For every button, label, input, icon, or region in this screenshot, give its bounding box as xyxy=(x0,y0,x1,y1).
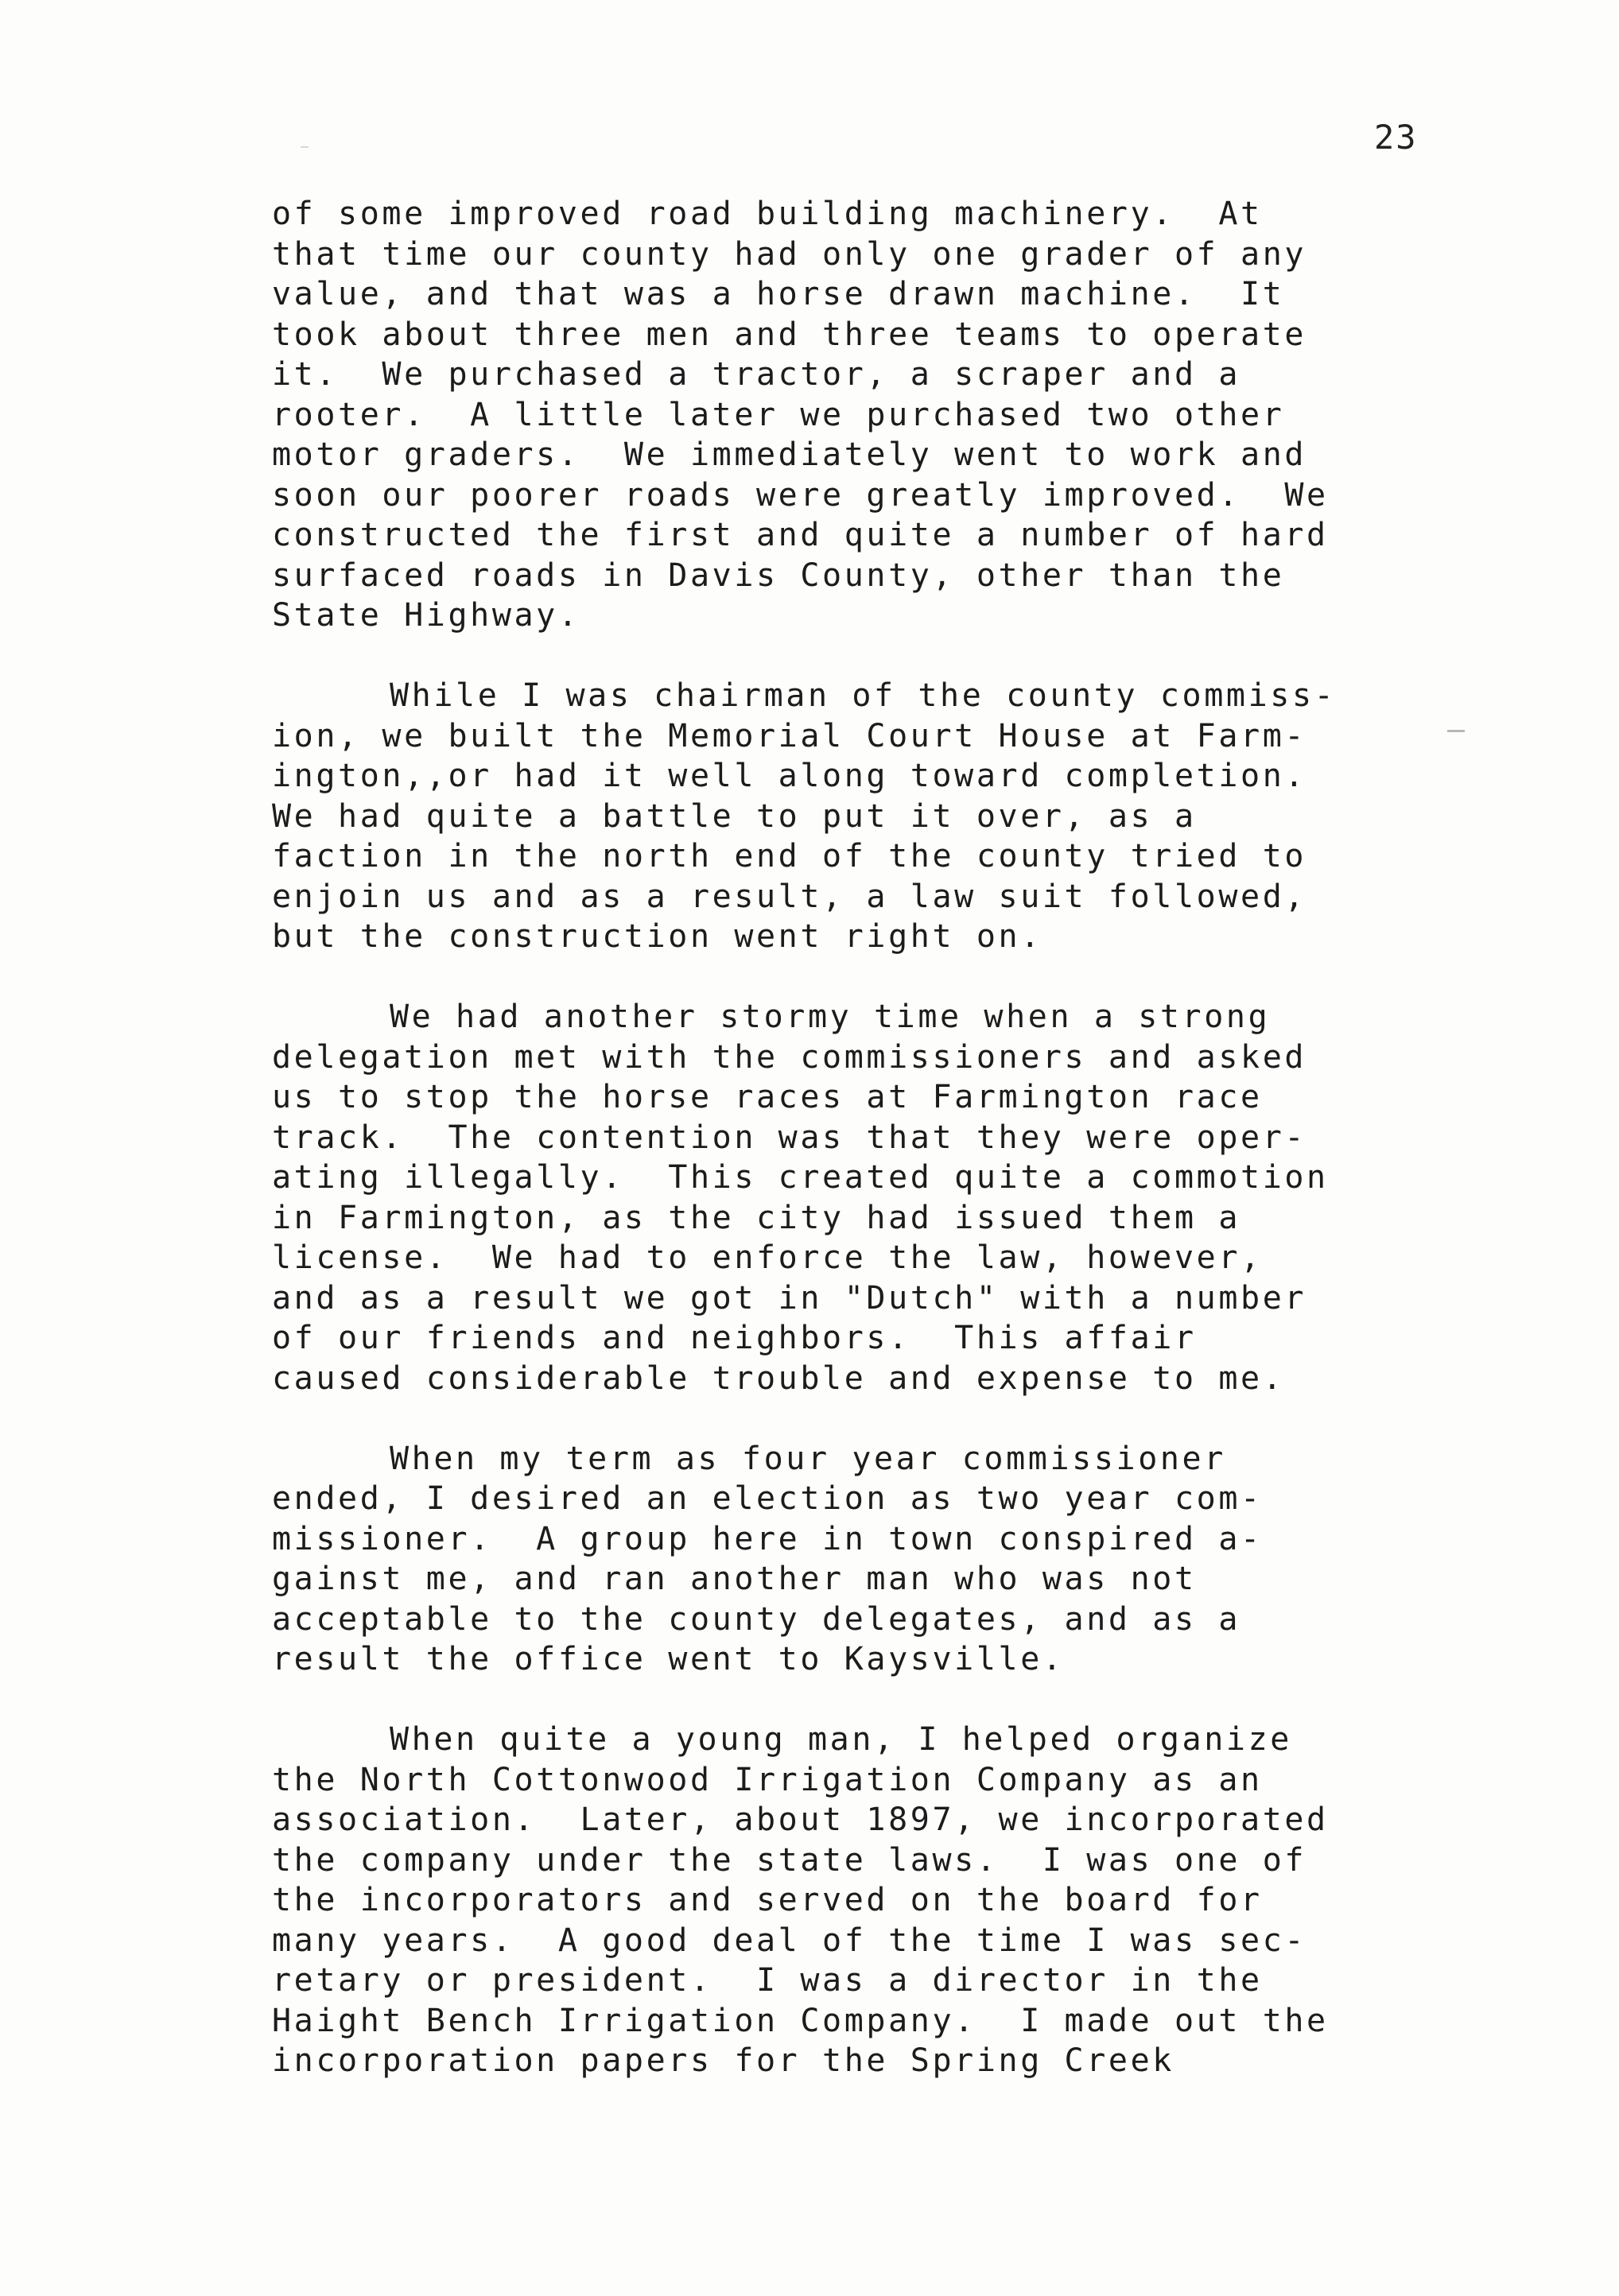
text-line: constructed the first and quite a number of hard xyxy=(272,517,1329,553)
text-line: association. Later, about 1897, we incorporated xyxy=(272,1802,1329,1838)
text-line: that time our county had only one grader of any xyxy=(272,235,1307,273)
text-line: track. The contention was that they were oper- xyxy=(272,1119,1307,1156)
text-line: We had quite a battle to put it over, as a xyxy=(272,797,1197,835)
text-line: us to stop the horse races at Farmington race xyxy=(272,1079,1263,1115)
text-line: the incorporators and served on the board for xyxy=(272,1882,1263,1918)
text-line: ended, I desired an election as two year com- xyxy=(272,1480,1263,1517)
text-line: of some improved road building machinery. At xyxy=(272,196,1263,232)
paragraph-court-house xyxy=(272,676,1512,957)
text-line: rooter. A little later we purchased two other xyxy=(272,396,1285,433)
text-line: of our friends and neighbors. This affair xyxy=(272,1320,1197,1356)
text-line: ating illegally. This created quite a commotion xyxy=(272,1159,1329,1196)
text-line: ion, we built the Memorial Court House at Farm- xyxy=(272,717,1307,754)
paragraph-irrigation-company xyxy=(272,1720,1512,2081)
text-line: enjoin us and as a result, a law suit followed, xyxy=(272,878,1307,915)
text-line: When quite a young man, I helped organize xyxy=(390,1721,1292,1758)
paragraph-horse-races xyxy=(272,997,1512,1398)
page-number: 23 xyxy=(1374,118,1418,157)
text-line: caused considerable trouble and expense to me. xyxy=(272,1359,1285,1397)
text-line: value, and that was a horse drawn machine. It xyxy=(272,276,1285,312)
text-line: soon our poorer roads were greatly improved. We xyxy=(272,476,1329,514)
text-line: and as a result we got in "Dutch" with a number xyxy=(272,1279,1307,1317)
text-line: the company under the state laws. I was one of xyxy=(272,1841,1307,1879)
text-line: Haight Bench Irrigation Company. I made out the xyxy=(272,2002,1329,2039)
text-line: many years. A good deal of the time I was sec- xyxy=(272,1922,1307,1959)
text-line: retary or president. I was a director in the xyxy=(272,1962,1263,1999)
text-line: incorporation papers for the Spring Creek xyxy=(272,2042,1174,2079)
text-line: When my term as four year commissioner xyxy=(390,1440,1226,1477)
text-line: missioner. A group here in town conspired a- xyxy=(272,1520,1263,1557)
scan-speck xyxy=(301,146,309,148)
text-line: in Farmington, as the city had issued them a xyxy=(272,1199,1241,1236)
text-line: gainst me, and ran another man who was not xyxy=(272,1561,1197,1597)
text-line: ington,,or had it well along toward completion. xyxy=(272,758,1307,794)
paragraph-commissioner-term xyxy=(272,1439,1512,1680)
text-line: the North Cottonwood Irrigation Company as an xyxy=(272,1761,1263,1798)
text-line: motor graders. We immediately went to work and xyxy=(272,436,1307,473)
text-line: license. We had to enforce the law, however, xyxy=(272,1239,1263,1276)
text-line: acceptable to the county delegates, and as a xyxy=(272,1600,1241,1638)
text-line: delegation met with the commissioners and asked xyxy=(272,1038,1307,1076)
paragraph-road-machinery xyxy=(272,194,1512,636)
body-text xyxy=(272,194,1512,2121)
text-line: but the construction went right on. xyxy=(272,918,1042,955)
text-line: State Highway. xyxy=(272,597,580,634)
text-line: result the office went to Kaysville. xyxy=(272,1641,1065,1677)
text-line: it. We purchased a tractor, a scraper and a xyxy=(272,356,1241,393)
text-line: faction in the north end of the county tried to xyxy=(272,838,1307,875)
text-line: While I was chairman of the county commiss- xyxy=(390,677,1337,714)
text-line: took about three men and three teams to operate xyxy=(272,316,1307,353)
text-line: We had another stormy time when a strong xyxy=(390,999,1271,1035)
text-line: surfaced roads in Davis County, other than the xyxy=(272,557,1285,594)
